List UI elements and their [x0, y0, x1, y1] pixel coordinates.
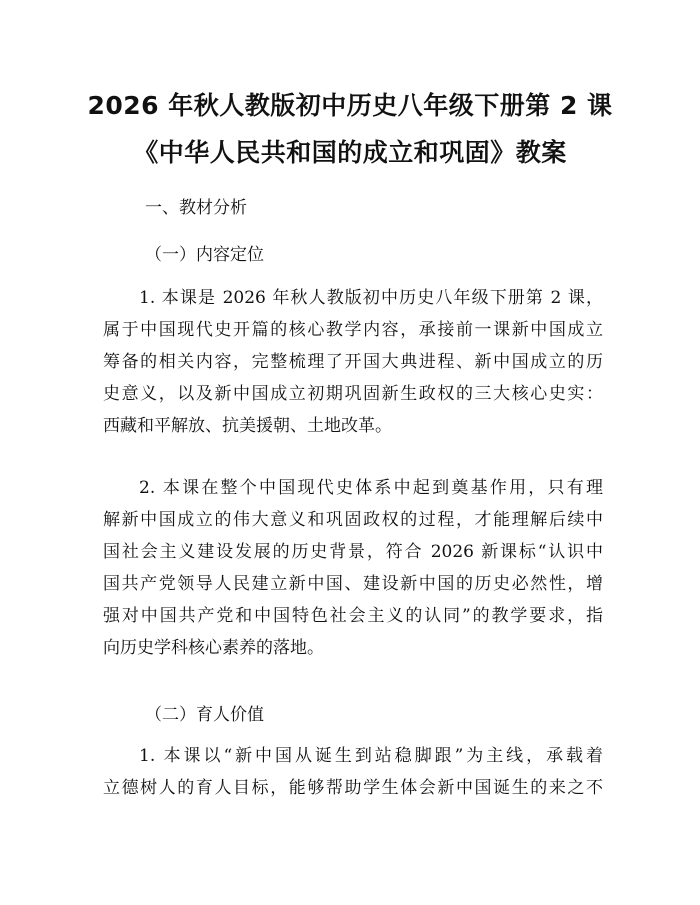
paragraph-2	[103, 472, 603, 664]
paragraph-2-line: 国共产党领导人民建立新中国、建设新中国的历史必然性，增	[103, 574, 603, 594]
paragraph-2-line: 强对中国共产党和中国特色社会主义的认同”的教学要求，指	[103, 606, 603, 626]
paragraph-1-line: 1. 本课是 2026 年秋人教版初中历史八年级下册第 2 课，	[139, 288, 603, 308]
paragraph-3-line: 立德树人的育人目标，能够帮助学生体会新中国诞生的来之不	[103, 778, 603, 798]
paragraph-1	[103, 282, 603, 442]
paragraph-1-line: 史意义，以及新中国成立初期巩固新生政权的三大核心史实：	[103, 384, 603, 404]
paragraph-2-line: 解新中国成立的伟大意义和巩固政权的过程，才能理解后续中	[103, 510, 603, 530]
paragraph-3-line: 1. 本课以“新中国从诞生到站稳脚跟”为主线，承载着	[139, 746, 603, 766]
paragraph-3	[103, 740, 603, 804]
paragraph-2-line: 2. 本课在整个中国现代史体系中起到奠基作用，只有理	[139, 478, 603, 498]
document-title-line-2: 《中华人民共和国的成立和巩固》教案	[133, 138, 567, 167]
paragraph-1-line: 西藏和平解放、抗美援朝、土地改革。	[103, 416, 392, 436]
document-title-line-1: 2026 年秋人教版初中历史八年级下册第 2 课	[87, 91, 613, 120]
paragraph-1-line: 筹备的相关内容，完整梳理了开国大典进程、新中国成立的历	[103, 352, 603, 372]
paragraph-2-line: 国社会主义建设发展的历史背景，符合 2026 新课标“认识中	[103, 542, 603, 562]
paragraph-2-line: 向历史学科核心素养的落地。	[103, 638, 324, 658]
paragraph-1-line: 属于中国现代史开篇的核心教学内容，承接前一课新中国成立	[103, 320, 603, 340]
subsection-heading-content-positioning: （一）内容定位	[145, 245, 264, 265]
section-heading-teaching-material-analysis: 一、教材分析	[145, 198, 247, 218]
subsection-heading-educational-value: （二）育人价值	[145, 705, 264, 725]
